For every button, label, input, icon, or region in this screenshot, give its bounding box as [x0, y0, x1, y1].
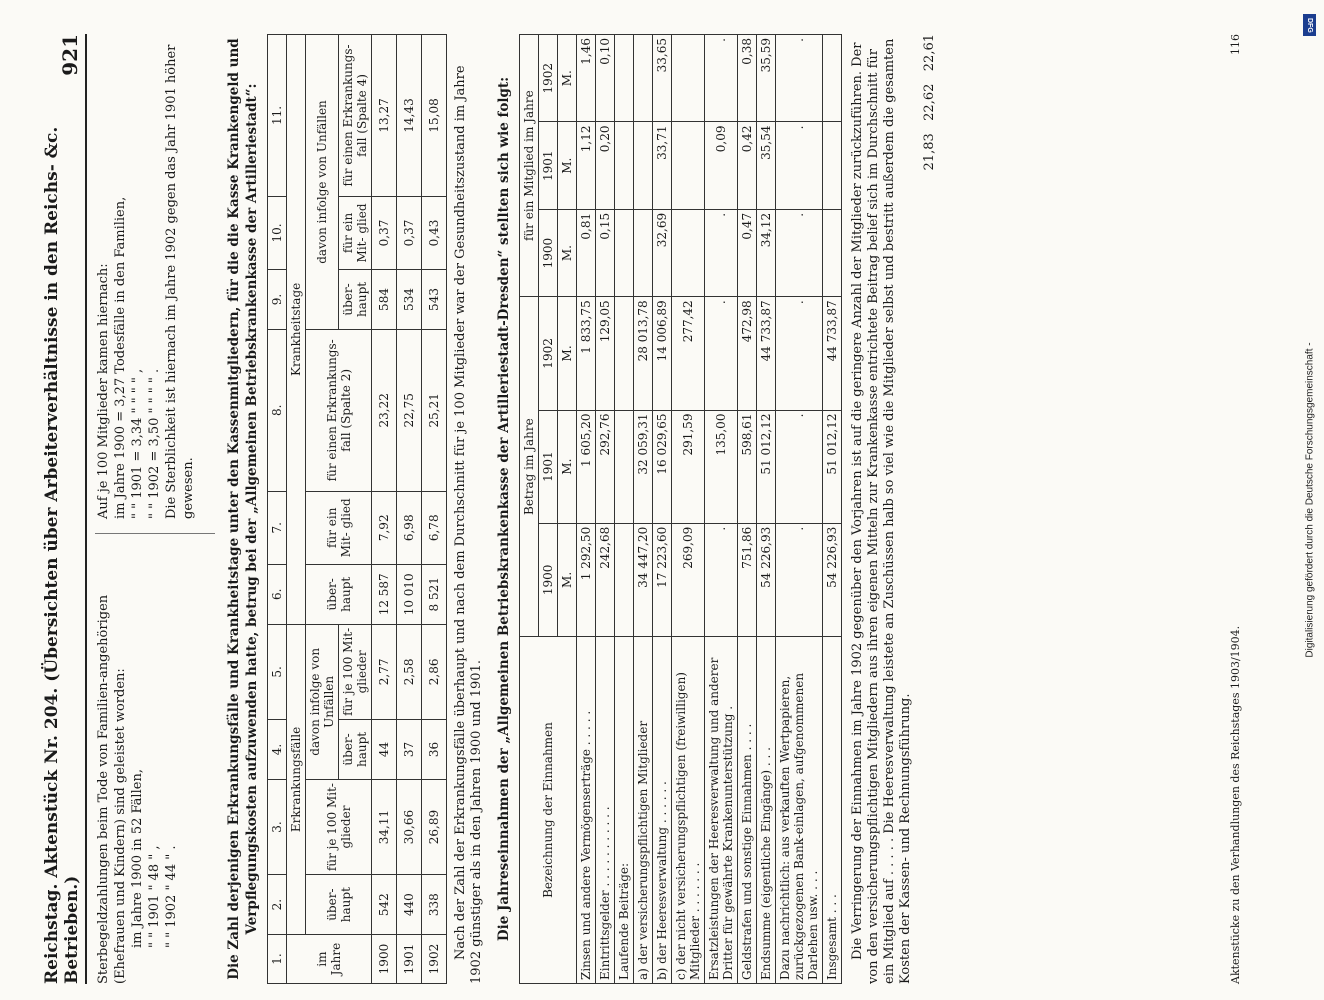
row-label: Endsumme (eigentliche Eingänge) . . .	[757, 637, 776, 984]
row-label: Dazu nachrichtlich: aus verkauften Wertpapieren, zurückgezogenen Bank-einlagen, aufgenommenen Darlehen usw. . . .	[776, 637, 823, 984]
col-header: über- haupt	[339, 270, 372, 330]
table-cell: .	[705, 523, 738, 636]
table-row	[596, 35, 615, 984]
footer-source: Aktenstücke zu den Verhandlungen des Reichstages 1903/1904.	[1229, 625, 1242, 984]
table-cell: 534	[397, 270, 422, 330]
table-cell: 0,15	[596, 209, 615, 296]
col-header: für ein Mit- glied	[339, 196, 372, 269]
table-cell: 17 223,60	[653, 523, 672, 636]
row-label: Geldstrafen und sonstige Einnahmen . . . .	[738, 637, 757, 984]
income-table-body	[577, 35, 842, 984]
death-left-line: " " 1902 " 44 " .	[164, 845, 179, 948]
table-cell: 277,42	[672, 297, 705, 410]
col-year: 1900	[539, 209, 558, 296]
table-cell: 269,09	[672, 523, 705, 636]
table-header-row	[306, 35, 339, 984]
col-number: 1.	[268, 935, 287, 984]
contribution-value: 21,83	[922, 133, 937, 171]
col-year: im Jahre	[287, 935, 372, 984]
col-number: 6.	[268, 564, 287, 624]
table-cell: 44	[372, 720, 397, 780]
table-cell: 26,89	[422, 779, 447, 874]
table-cell: .	[776, 410, 823, 523]
footer-number: 116	[1229, 34, 1242, 55]
table-cell: 6,78	[422, 491, 447, 564]
col-number: 2.	[268, 875, 287, 935]
sick-table-body	[372, 35, 447, 984]
table-cell: 1,46	[577, 35, 596, 122]
death-right-line: " " 1901 = 3,34 " " " " ,	[130, 368, 145, 519]
table-cell: .	[705, 209, 738, 296]
table-cell: 2,77	[372, 624, 397, 719]
table-cell: 543	[422, 270, 447, 330]
table-cell: 0,10	[596, 35, 615, 122]
table-cell: .	[705, 297, 738, 410]
col-number: 3.	[268, 779, 287, 874]
table-cell: 14,43	[397, 35, 422, 197]
table-cell: 129,05	[596, 297, 615, 410]
table-cell: 1 833,75	[577, 297, 596, 410]
table-cell	[634, 209, 653, 296]
row-label: Zinsen und andere Vermögenserträge . . . . .	[577, 637, 596, 984]
table-cell: 8 521	[422, 564, 447, 624]
dfg-sidebar	[1302, 8, 1318, 992]
table-cell: 0,09	[705, 122, 738, 209]
table-cell	[634, 122, 653, 209]
sick-table-heading: Die Zahl derjenigen Erkrankungsfälle und Krankheitstage unter den Kassenmitgliedern, für die die Kasse Krankengeld und Verpflegungskosten aufzuwenden hatte, betrug bei der „Allgemeinen Betriebskrankenkasse der Artilleriestadt“:	[226, 38, 260, 980]
col-label: Bezeichnung der Einnahmen	[520, 637, 577, 984]
col-header: über- haupt	[339, 720, 372, 780]
table-cell: 44 733,87	[823, 297, 842, 410]
page-footer	[1229, 34, 1242, 984]
col-number: 8.	[268, 329, 287, 491]
contribution-value: 22,61	[922, 34, 937, 72]
table-cell: 44 733,87	[757, 297, 776, 410]
table-cell: 0,81	[577, 209, 596, 296]
table-cell: 0,37	[372, 196, 397, 269]
death-right-line: im Jahre 1900 = 3,27 Todesfälle in den Familien,	[113, 196, 128, 519]
table-cell: 291,59	[672, 410, 705, 523]
table-cell: .	[776, 35, 823, 122]
table-cell: 292,76	[596, 410, 615, 523]
contribution-values	[922, 34, 938, 984]
table-cell: 1 292,50	[577, 523, 596, 636]
table-cell	[615, 523, 634, 636]
death-left-intro: Sterbegeldzahlungen beim Tode von Familien-angehörigen (Ehefrauen und Kindern) sind geleistet worden:	[96, 594, 128, 984]
table-cell: .	[776, 122, 823, 209]
table-row	[372, 35, 397, 984]
table-cell: 22,75	[397, 329, 422, 491]
col-header: für je 100 Mit- glieder	[339, 624, 372, 719]
table-cell	[823, 209, 842, 296]
table-row	[757, 35, 776, 984]
table-cell: .	[705, 35, 738, 122]
row-label: c) der nicht versicherungspflichtigen (freiwilligen) Mitglieder . . . . . . .	[672, 637, 705, 984]
table-cell: 0,47	[738, 209, 757, 296]
col-number: 7.	[268, 491, 287, 564]
table-row	[705, 35, 738, 984]
year-cell: 1902	[422, 935, 447, 984]
table-row	[615, 35, 634, 984]
year-cell: 1900	[372, 935, 397, 984]
table-cell: 1,12	[577, 122, 596, 209]
table-row	[634, 35, 653, 984]
death-section	[95, 34, 215, 984]
table-cell: 34,12	[757, 209, 776, 296]
table-cell: 0,42	[738, 122, 757, 209]
table-cell: 33,65	[653, 35, 672, 122]
table-cell: 36	[422, 720, 447, 780]
row-label: Laufende Beiträge:	[615, 637, 634, 984]
contribution-value: 22,62	[922, 83, 937, 121]
death-left-line: im Jahre 1900 in 52 Fällen,	[130, 769, 145, 948]
table-cell: 15,08	[422, 35, 447, 197]
col-number: 4.	[268, 720, 287, 780]
col-number: 11.	[268, 35, 287, 197]
table-cell	[823, 35, 842, 122]
table-cell: .	[776, 297, 823, 410]
table-cell	[672, 122, 705, 209]
row-label: Insgesamt . . .	[823, 637, 842, 984]
col-unit: M.	[558, 35, 577, 122]
death-right-outro: Die Sterblichkeit ist hiernach im Jahre 1902 gegen das Jahr 1901 höher gewesen.	[164, 44, 196, 519]
table-cell: 54 226,93	[823, 523, 842, 636]
page-header	[42, 34, 87, 984]
table-cell: 472,98	[738, 297, 757, 410]
table-cell: 2,58	[397, 624, 422, 719]
table-cell: 598,61	[738, 410, 757, 523]
table-cell	[615, 209, 634, 296]
table-cell: 751,86	[738, 523, 757, 636]
table-cell: 25,21	[422, 329, 447, 491]
table-cell: 7,92	[372, 491, 397, 564]
table-cell: 0,38	[738, 35, 757, 122]
death-left-line: " " 1901 " 48 " ,	[147, 845, 162, 948]
table-cell: 37	[397, 720, 422, 780]
table-cell	[634, 35, 653, 122]
year-cell: 1901	[397, 935, 422, 984]
table-cell	[615, 410, 634, 523]
col-year: 1902	[539, 297, 558, 410]
group-cases: Erkrankungsfälle	[287, 624, 306, 934]
col-unit: M.	[558, 209, 577, 296]
col-number: 9.	[268, 270, 287, 330]
death-right	[95, 34, 215, 533]
table-cell: 0,20	[596, 122, 615, 209]
table-cell: 28 013,78	[634, 297, 653, 410]
table-row	[422, 35, 447, 984]
table-cell: 34,11	[372, 779, 397, 874]
col-year: 1901	[539, 410, 558, 523]
col-header: davon infolge von Unfällen	[306, 624, 339, 779]
table-cell	[672, 209, 705, 296]
table-cell: 2,86	[422, 624, 447, 719]
table-cell: 16 029,65	[653, 410, 672, 523]
table-header-row	[287, 35, 306, 984]
col-unit: M.	[558, 297, 577, 410]
income-table-heading: Die Jahreseinnahmen der „Allgemeinen Betriebskrankenkasse der Artilleriestadt-Dresden“ stellten sich wie folgt:	[496, 76, 512, 942]
col-header: über- haupt	[306, 875, 372, 935]
sick-note: Nach der Zahl der Erkrankungsfälle überhaupt und nach dem Durchschnitt für je 100 Mitglieder war der Gesundheitszustand im Jahre 1902 günstiger als in den Jahren 1900 und 1901.	[453, 65, 484, 984]
table-cell	[672, 35, 705, 122]
col-header: für einen Erkrankungs- fall (Spalte 4)	[339, 35, 372, 197]
col-header: für einen Erkrankungs- fall (Spalte 2)	[306, 329, 372, 491]
table-cell: 13,27	[372, 35, 397, 197]
group-amount: Betrag im Jahre	[520, 297, 539, 637]
table-cell: 10 010	[397, 564, 422, 624]
table-cell: 584	[372, 270, 397, 330]
group-member: für ein Mitglied im Jahre	[520, 35, 539, 297]
death-left	[95, 533, 215, 984]
table-header-row	[268, 35, 287, 984]
page-number: 921	[58, 34, 82, 76]
table-cell: 338	[422, 875, 447, 935]
col-number: 10.	[268, 196, 287, 269]
table-cell: 6,98	[397, 491, 422, 564]
table-row	[738, 35, 757, 984]
table-cell: .	[776, 523, 823, 636]
table-cell: 0,37	[397, 196, 422, 269]
table-row	[577, 35, 596, 984]
table-cell: 34 447,20	[634, 523, 653, 636]
group-days: Krankheitstage	[287, 35, 306, 625]
table-cell: 542	[372, 875, 397, 935]
table-cell: 51 012,12	[823, 410, 842, 523]
col-unit: M.	[558, 523, 577, 636]
table-cell: 54 226,93	[757, 523, 776, 636]
col-header: über- haupt	[306, 564, 372, 624]
document-sheet	[42, 34, 1242, 984]
table-cell: 32,69	[653, 209, 672, 296]
death-right-intro: Auf je 100 Mitglieder kamen hiernach:	[96, 263, 111, 519]
table-cell: 242,68	[596, 523, 615, 636]
table-cell: 1 605,20	[577, 410, 596, 523]
table-cell: 135,00	[705, 410, 738, 523]
table-cell	[823, 122, 842, 209]
page-title: Reichstag. Aktenstück Nr. 204. (Übersichten über Arbeiterverhältnisse in den Reichs- &c. Betrieben.)	[42, 126, 82, 984]
income-table	[519, 34, 842, 984]
col-year: 1902	[539, 35, 558, 122]
table-row	[653, 35, 672, 984]
table-header-row	[520, 35, 539, 984]
row-label: a) der versicherungspflichtigen Mitglieder	[634, 637, 653, 984]
col-year: 1901	[539, 122, 558, 209]
row-label: Eintrittsgelder . . . . . . . . . . .	[596, 637, 615, 984]
dfg-logo: DFG	[1303, 14, 1316, 36]
col-unit: M.	[558, 410, 577, 523]
col-header: davon infolge von Unfällen	[306, 35, 339, 330]
row-label: Ersatzleistungen der Heeresverwaltung und anderer Dritter für gewährte Krankenunterstützung .	[705, 637, 738, 984]
col-number: 5.	[268, 624, 287, 719]
col-year: 1900	[539, 523, 558, 636]
col-header: für ein Mit- glied	[306, 491, 372, 564]
table-cell: 32 059,31	[634, 410, 653, 523]
table-cell: 51 012,12	[757, 410, 776, 523]
table-cell: 30,66	[397, 779, 422, 874]
table-cell: 23,22	[372, 329, 397, 491]
sick-table	[267, 34, 447, 984]
dfg-credit-text: Digitalisierung gefördert durch die Deutsche Forschungsgemeinschaft -	[1304, 342, 1316, 658]
table-cell	[615, 122, 634, 209]
income-note: Die Verringerung der Einnahmen im Jahre 1902 gegenüber den Vorjahren ist auf die geringere Anzahl der Mitglieder zurückzuführen. Der von den versicherungspflichtigen Mitgliedern aus ihren eigenen Mitteln zur Krankenkasse entrichtete Beitrag belief sich im Durchschnitt für ein Mitglied auf . . . . . Die Heeresverwaltung leistete an Zuschüssen halb so viel wie die Mitglieder selbst und bestritt außerdem die gesamten Kosten der Kassen- und Rechnungsführung.	[850, 38, 913, 984]
table-cell: 35,54	[757, 122, 776, 209]
table-cell: 0,43	[422, 196, 447, 269]
table-cell	[615, 35, 634, 122]
col-header: für je 100 Mit- glieder	[306, 779, 372, 874]
table-cell: .	[776, 209, 823, 296]
table-row	[776, 35, 823, 984]
table-cell: 35,59	[757, 35, 776, 122]
table-cell	[615, 297, 634, 410]
table-cell: 440	[397, 875, 422, 935]
table-row	[672, 35, 705, 984]
table-cell: 33,71	[653, 122, 672, 209]
table-cell: 14 006,89	[653, 297, 672, 410]
col-unit: M.	[558, 122, 577, 209]
table-row	[823, 35, 842, 984]
death-right-line: " " 1902 = 3,50 " " " " .	[147, 368, 162, 519]
row-label: b) der Heeresverwaltung . . . . . .	[653, 637, 672, 984]
table-cell: 12 587	[372, 564, 397, 624]
table-row	[397, 35, 422, 984]
